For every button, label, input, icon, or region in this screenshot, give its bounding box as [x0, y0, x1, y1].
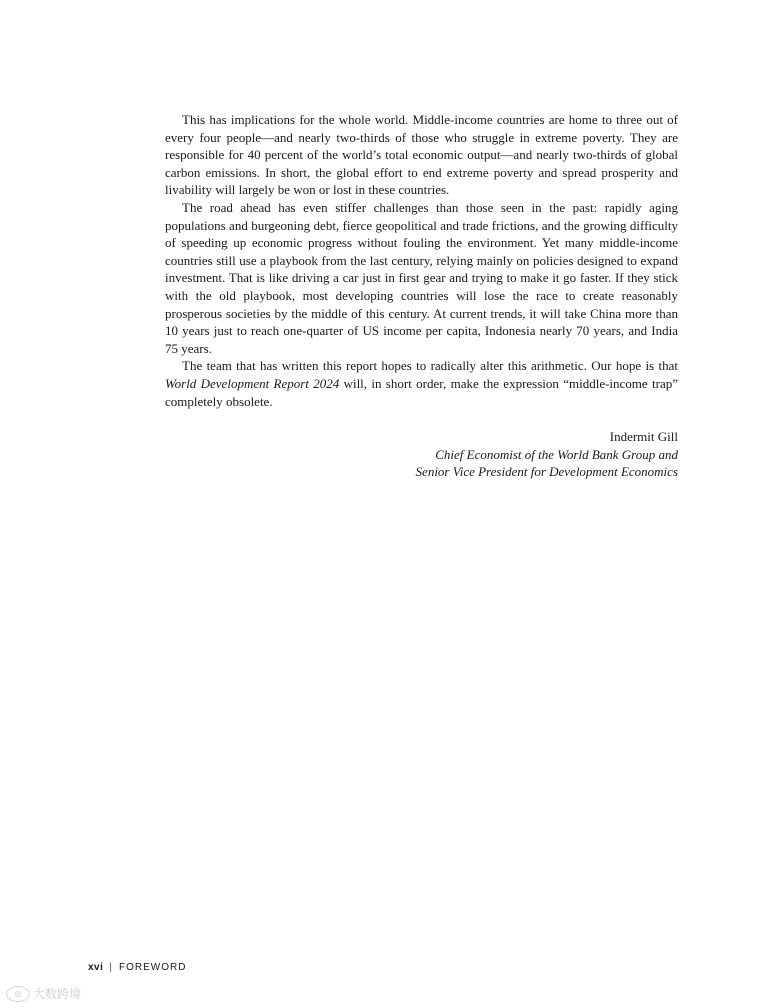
foreword-body	[165, 111, 678, 410]
author-title-line-1: Chief Economist of the World Bank Group and	[435, 446, 678, 462]
watermark-logo-icon: ◎	[6, 986, 30, 1002]
section-label: FOREWORD	[119, 962, 187, 973]
author-title-line-2: Senior Vice President for Development Economics	[415, 464, 678, 480]
page-number: xvi	[88, 962, 104, 973]
paragraph-3	[165, 357, 678, 410]
watermark-text: 大数跨境	[33, 987, 82, 1001]
paragraph-2: The road ahead has even stiffer challenges than those seen in the past: rapidly aging populations and burgeoning debt, fierce geopolitical and trade frictions, and the growing difficulty of speeding up economic progress without fouling the environment. Yet many middle-income countries still use a playbook from the last century, relying mainly on policies designed to expand investment. That is like driving a car just in first gear and trying to make it go faster. If they stick with the old playbook, most developing countries will lose the race to create reasonably prosperous societies by the middle of this century. At current trends, it will take China more than 10 years just to reach one-quarter of US income per capita, Indonesia nearly 70 years, and India 75 years.	[165, 199, 678, 356]
paragraph-3-text-a: The team that has written this report hopes to radically alter this arithmetic. Our hope is that	[182, 358, 678, 374]
paragraph-3-text-b: will, in short order, make the expression “middle-income trap” completely obsolete.	[165, 375, 678, 409]
paragraph-1: This has implications for the whole world. Middle-income countries are home to three out of every four people—and nearly two-thirds of those who struggle in extreme poverty. They are responsible for 40 percent of the world’s total economic output—and nearly two-thirds of global carbon emissions. In short, the global effort to end extreme poverty and spread prosperity and livability will largely be won or lost in these countries.	[165, 112, 678, 198]
author-name: Indermit Gill	[609, 429, 678, 444]
signature-block	[416, 428, 678, 481]
page-footer	[88, 962, 186, 973]
footer-separator: |	[109, 962, 114, 973]
watermark	[6, 985, 81, 1002]
report-title: World Development Report 2024	[165, 375, 340, 391]
